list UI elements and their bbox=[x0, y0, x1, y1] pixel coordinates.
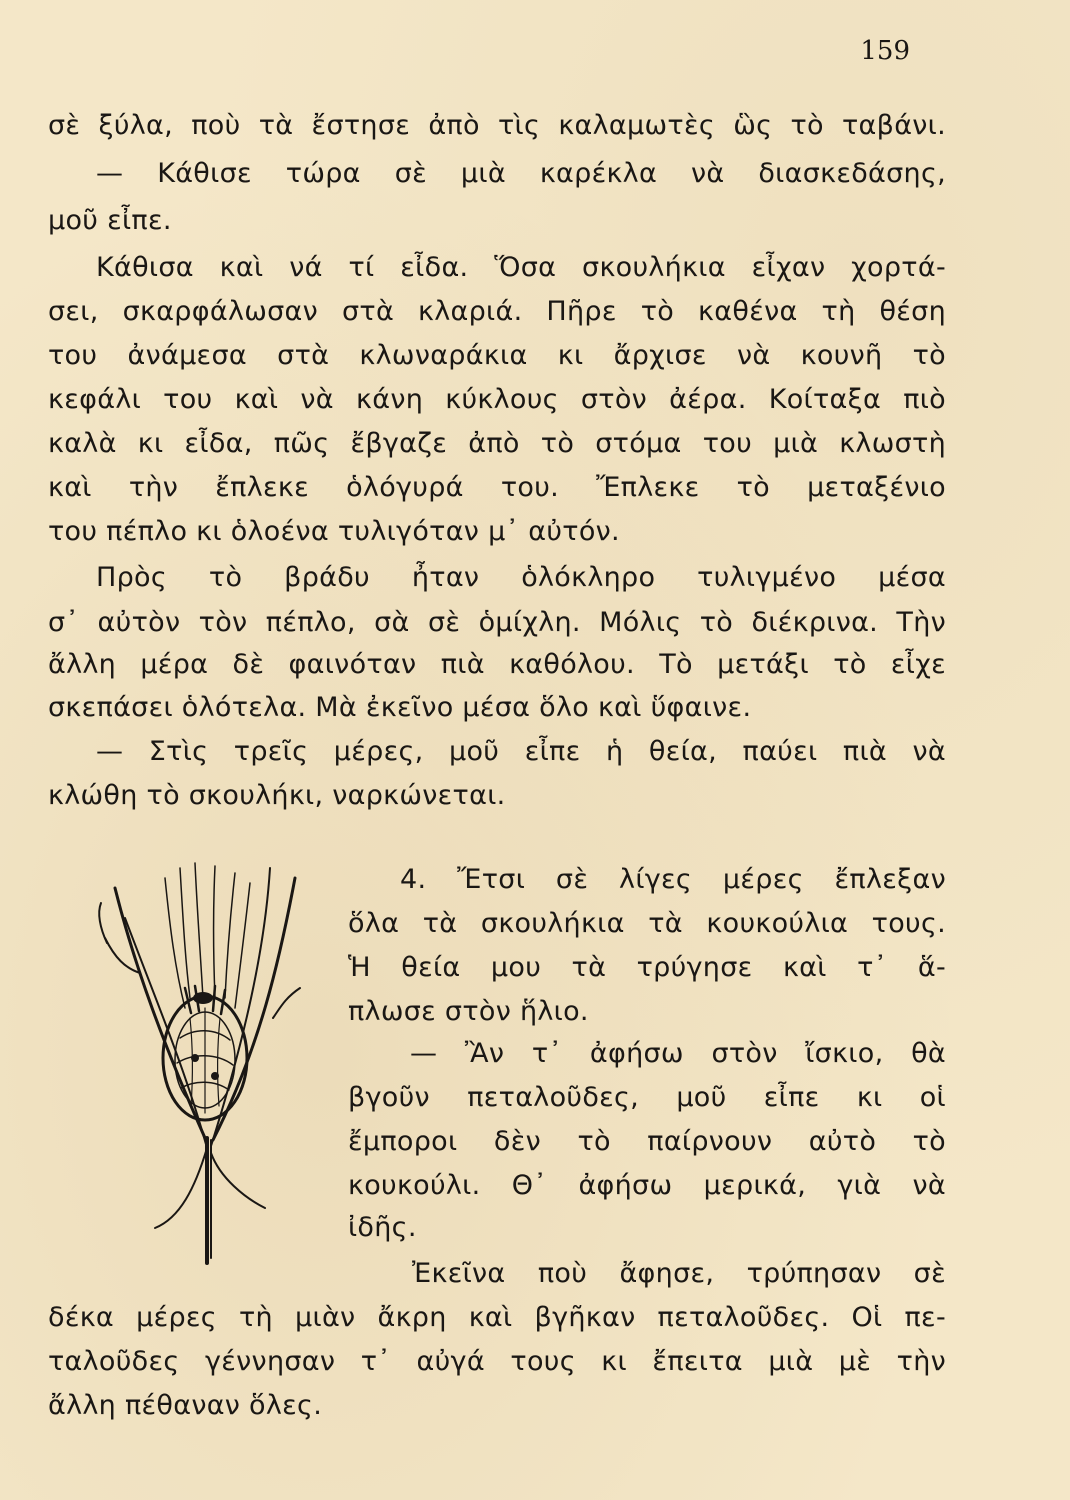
text-line: — Ἂν τ᾿ ἀφήσω στὸν ἴσκιο, θὰ bbox=[410, 1038, 946, 1069]
text-line: Πρὸς τὸ βράδυ ἦταν ὁλόκληρο τυλιγμένο μέσα bbox=[96, 562, 946, 593]
text-line: ὅλα τὰ σκουλήκια τὰ κουκούλια τους. bbox=[348, 908, 946, 939]
text-line: 4. Ἔτσι σὲ λίγες μέρες ἔπλεξαν bbox=[400, 864, 946, 895]
text-line: κεφάλι του καὶ νὰ κάνη κύκλους στὸν ἀέρα. Κοίταξα πιὸ bbox=[48, 384, 946, 415]
text-line: σκεπάσει ὁλότελα. Μὰ ἐκεῖνο μέσα ὅλο καὶ ὕφαινε. bbox=[48, 692, 752, 723]
text-line: καὶ τὴν ἔπλεκε ὁλόγυρά του. Ἔπλεκε τὸ μεταξένιο bbox=[48, 472, 946, 503]
text-line: σὲ ξύλα, ποὺ τὰ ἔστησε ἀπὸ τὶς καλαμωτὲς ὣς τὸ ταβάνι. bbox=[48, 110, 946, 141]
text-line: — Στὶς τρεῖς μέρες, μοῦ εἶπε ἡ θεία, παύει πιὰ νὰ bbox=[96, 736, 946, 767]
cocoon-illustration bbox=[95, 848, 315, 1268]
text-line: σ᾿ αὐτὸν τὸν πέπλο, σὰ σὲ ὁμίχλη. Μόλις τὸ διέκρινα. Τὴν bbox=[48, 607, 946, 638]
text-line: δέκα μέρες τὴ μιὰν ἄκρη καὶ βγῆκαν πεταλοῦδες. Οἱ πε- bbox=[48, 1302, 946, 1333]
text-line: ἄλλη πέθαναν ὅλες. bbox=[48, 1390, 323, 1421]
text-line: πλωσε στὸν ἥλιο. bbox=[348, 996, 589, 1027]
text-line: του ἀνάμεσα στὰ κλωναράκια κι ἄρχισε νὰ κουνῆ τὸ bbox=[48, 340, 946, 371]
text-line: του πέπλο κι ὁλοένα τυλιγόταν μ᾿ αὐτόν. bbox=[48, 516, 620, 547]
text-line: μοῦ εἶπε. bbox=[48, 205, 172, 236]
text-line: κλώθη τὸ σκουλήκι, ναρκώνεται. bbox=[48, 780, 506, 811]
text-line: ἄλλη μέρα δὲ φαινόταν πιὰ καθόλου. Τὸ μετάξι τὸ εἶχε bbox=[48, 649, 946, 680]
text-line: καλὰ κι εἶδα, πῶς ἔβγαζε ἀπὸ τὸ στόμα του μιὰ κλωστὴ bbox=[48, 428, 946, 459]
text-line: βγοῦν πεταλοῦδες, μοῦ εἶπε κι οἱ bbox=[348, 1082, 946, 1113]
text-line: Ἡ θεία μου τὰ τρύγησε καὶ τ᾿ ἅ- bbox=[348, 952, 946, 983]
page-number: 159 bbox=[860, 36, 910, 66]
text-line: σει, σκαρφάλωσαν στὰ κλαριά. Πῆρε τὸ καθένα τὴ θέση bbox=[48, 296, 946, 327]
text-line: Κάθισα καὶ νά τί εἶδα. Ὅσα σκουλήκια εἶχαν χορτά- bbox=[96, 252, 946, 283]
text-line: κουκούλι. Θ᾿ ἀφήσω μερικά, γιὰ νὰ bbox=[348, 1170, 946, 1201]
text-line: Ἐκεῖνα ποὺ ἄφησε, τρύπησαν σὲ bbox=[412, 1258, 946, 1289]
text-line: ἔμποροι δὲν τὸ παίρνουν αὐτὸ τὸ bbox=[348, 1126, 946, 1157]
text-line: ταλοῦδες γέννησαν τ᾿ αὐγά τους κι ἔπειτα μιὰ μὲ τὴν bbox=[48, 1346, 946, 1377]
text-line: ἰδῆς. bbox=[348, 1212, 417, 1243]
text-line: — Κάθισε τώρα σὲ μιὰ καρέκλα νὰ διασκεδάσης, bbox=[96, 158, 946, 189]
